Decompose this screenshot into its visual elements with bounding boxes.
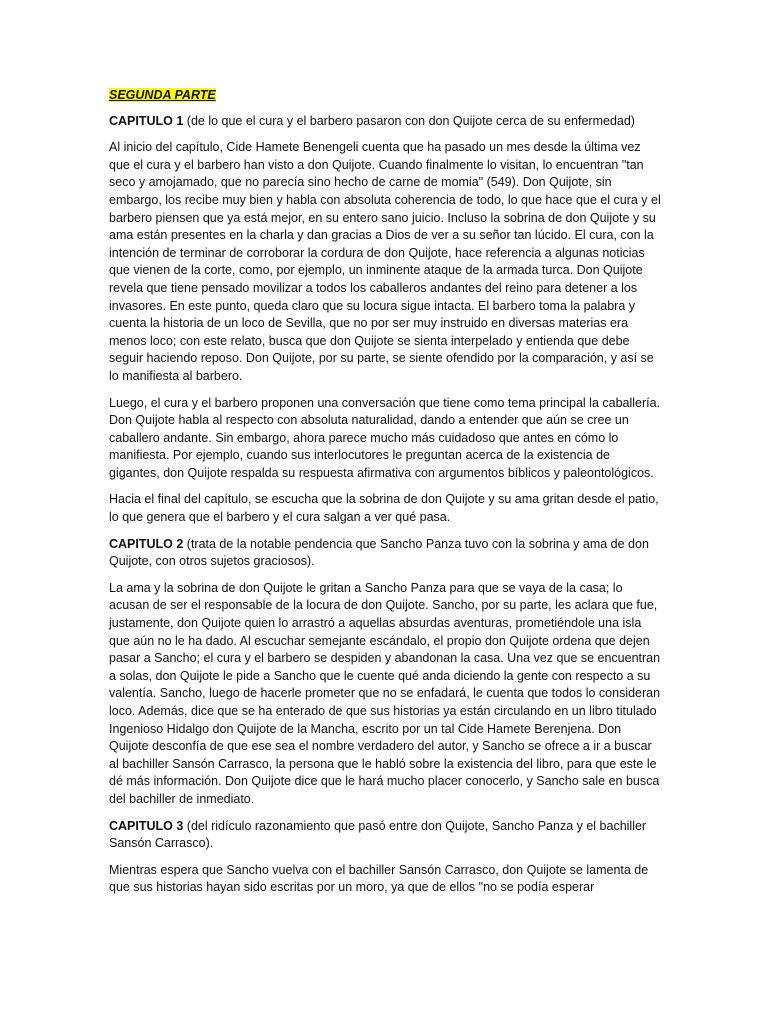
chapter-2-paragraph-1: La ama y la sobrina de don Quijote le gritan a Sancho Panza para que se vaya de la casa; lo acusan de ser el responsable de la locura de don Quijote. Sancho, por su parte, les aclara que fue, justamente, don Quijote quien lo arrastró a aquellas absurdas aventuras, prometiéndole una isla que aún no le ha dado. Al escuchar semejante escándalo, el propio don Quijote ordena que dejen pasar a Sancho; el cura y el barbero se despiden y abandonan la casa. Una vez que se encuentran a solas, don Quijote le pide a Sancho que le cuente qué anda diciendo la gente con respecto a su valentía. Sancho, luego de hacerle prometer que no se enfadará, le cuenta que todos lo consideran loco. Además, dice que se ha enterado de que sus historias ya están circulando en un libro titulado Ingenioso Hidalgo don Quijote de la Mancha, escrito por un tal Cide Hamete Berenjena. Don Quijote desconfía de que ese sea el nombre verdadero del autor, y Sancho se ofrece a ir a buscar al bachiller Sansón Carrasco, la persona que le habló sobre la existencia del libro, para que este le dé más información. Don Quijote dice que le hará mucho placer conocerlo, y Sancho sale en busca del bachiller de inmediato. [109, 580, 661, 806]
chapter-1-subtitle: (de lo que el cura y el barbero pasaron con don Quijote cerca de su enfermedad) [183, 113, 635, 128]
chapter-3-heading [109, 818, 661, 853]
chapter-1-paragraph-3: Hacia el final del capítulo, se escucha que la sobrina de don Quijote y su ama gritan desde el patio, lo que genera que el barbero y el cura salgan a ver qué pasa. [109, 492, 659, 525]
part-title [109, 87, 661, 105]
chapter-1-paragraph-1: Al inicio del capítulo, Cide Hamete Benengeli cuenta que ha pasado un mes desde la última vez que el cura y el barbero han visto a don Quijote. Cuando finalmente lo visitan, lo encuentran "tan seco y amojamado, que no parecía sino hecho de carne de momia" (549). Don Quijote, sin embargo, los recibe muy bien y habla con absoluta coherencia de todo, lo que hace que el cura y el barbero piensen que ya está mejor, en su entero sano juicio. Incluso la sobrina de don Quijote y su ama están presentes en la charla y dan gracias a Dios de ver a su señor tan lúcido. El cura, con la intención de terminar de corroborar la cordura de don Quijote, hace referencia a algunas noticias que vienen de la corte, como, por ejemplo, un inminente ataque de la armada turca. Don Quijote revela que tiene pensado movilizar a todos los caballeros andantes del reino para detener a los invasores. En este punto, queda claro que su locura sigue intacta. El barbero toma la palabra y cuenta la historia de un loco de Sevilla, que no por ser muy instruido en diversas materias era menos loco; con este relato, busca que don Quijote se sienta interpelado y entienda que debe seguir haciendo reposo. Don Quijote, por su parte, se siente ofendido por la comparación, y así se lo manifiesta al barbero. [109, 140, 661, 383]
chapter-3-subtitle: (del ridículo razonamiento que pasó entre don Quijote, Sancho Panza y el bachiller Sansón Carrasco). [109, 818, 647, 851]
chapter-1-label: CAPITULO 1 [109, 113, 184, 128]
document-page [109, 87, 661, 907]
chapter-3-paragraph-1: Mientras espera que Sancho vuelva con el bachiller Sansón Carrasco, don Quijote se lamenta de que sus historias hayan sido escritas por un moro, ya que de ellos "no se podía esperar [109, 862, 649, 895]
part-title-text: SEGUNDA PARTE [109, 88, 216, 102]
chapter-1-paragraph-2: Luego, el cura y el barbero proponen una conversación que tiene como tema principal la caballería. Don Quijote habla al respecto con absoluta naturalidad, dando a entender que aún se cree un caballero andante. Sin embargo, ahora parece mucho más cuidadoso que antes en cómo lo manifiesta. Por ejemplo, cuando sus interlocutores le preguntan acerca de la existencia de gigantes, don Quijote respalda su respuesta afirmativa con argumentos bíblicos y paleontológicos. [109, 395, 661, 480]
chapter-2-heading [109, 536, 661, 571]
chapter-3-label: CAPITULO 3 [109, 818, 184, 833]
chapter-1-heading [109, 113, 661, 131]
chapter-2-label: CAPITULO 2 [109, 536, 184, 551]
chapter-2-subtitle: (trata de la notable pendencia que Sancho Panza tuvo con la sobrina y ama de don Quijote, con otros sujetos graciosos). [109, 536, 649, 569]
